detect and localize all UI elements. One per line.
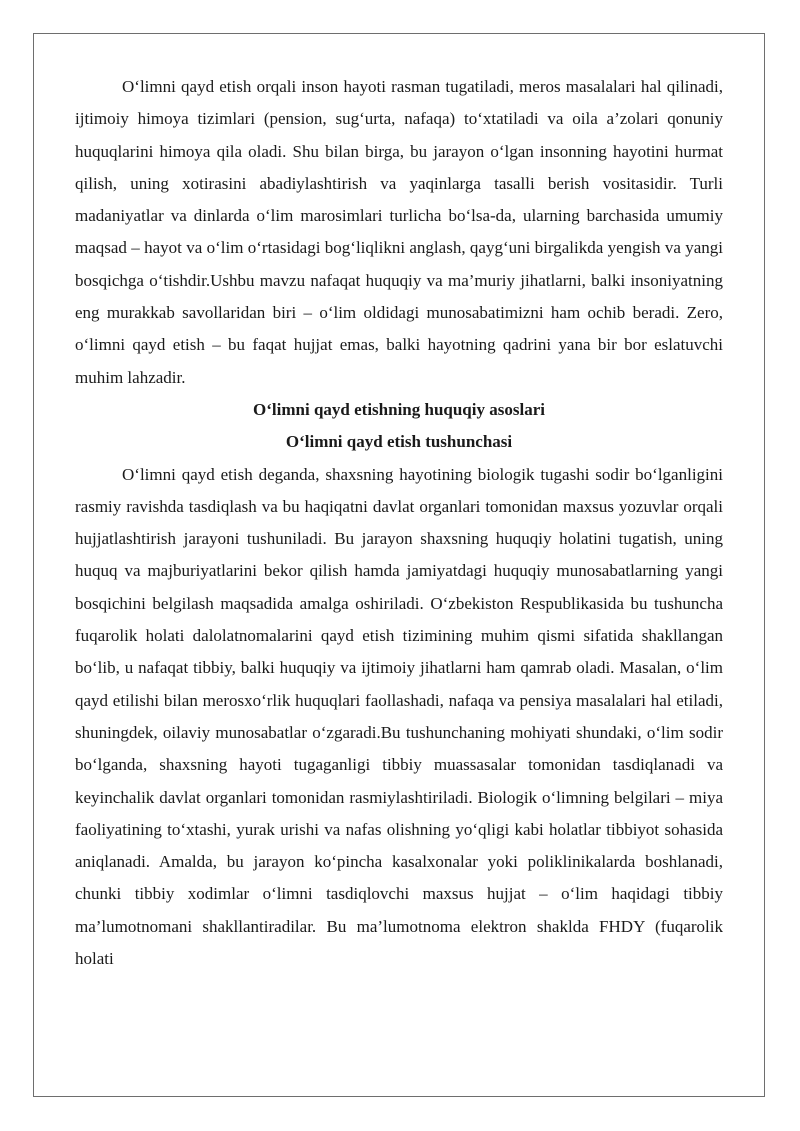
section-heading: O‘limni qayd etishning huquqiy asoslari bbox=[253, 399, 545, 419]
definition-paragraph: O‘limni qayd etish deganda, shaxsning hayotining biologik tugashi sodir bo‘lganligini rasmiy ravishda tasdiqlash va bu haqiqatni davlat organlari tomonidan maxsus yozuvlar orqali hujjatlashtirish jarayoni tushuniladi. Bu jarayon shaxsning huquqiy holatini tugatish, uning huquq va majburiyatlarini bekor qilish hamda jamiyatdagi huquqiy munosabatlarning yangi bosqichini belgilash maqsadida amalga oshiriladi. O‘zbekiston Respublikasida bu tushuncha fuqarolik holati dalolatnomalarini qayd etish tizimining muhim qismi sifatida shakllangan bo‘lib, u nafaqat tibbiy, balki huquqiy va ijtimoiy jihatlarni ham qamrab oladi. Masalan, o‘lim qayd etilishi bilan merosxo‘rlik huquqlari faollashadi, nafaqa va pensiya masalalari hal etiladi, shuningdek, oilaviy munosabatlar o‘zgaradi.Bu tushunchaning mohiyati shundaki, o‘lim sodir bo‘lganda, shaxsning hayoti tugaganligi tibbiy muassasalar tomonidan tasdiqlanadi va keyinchalik davlat organlari tomonidan rasmiylashtiriladi. Biologik o‘limning belgilari – miya faoliyatining to‘xtashi, yurak urishi va nafas olishning yo‘qligi kabi holatlar tibbiyot sohasida aniqlanadi. Amalda, bu jarayon ko‘pincha kasalxonalar yoki poliklinikalarda boshlanadi, chunki tibbiy xodimlar o‘limni tasdiqlovchi maxsus hujjat – o‘lim haqidagi tibbiy ma’lumotnomani shakllantiradilar. Bu ma’lumotnoma elektron shaklda FHDY (fuqarolik holati bbox=[75, 464, 723, 969]
subsection-heading: O‘limni qayd etish tushunchasi bbox=[285, 432, 513, 452]
document-body bbox=[75, 71, 723, 975]
intro-paragraph: O‘limni qayd etish orqali inson hayoti rasman tugatiladi, meros masalalari hal qilinadi, ijtimoiy himoya tizimlari (pension, sug‘urta, nafaqa) to‘xtatiladi va oila a’zolari qonuniy huquqlarini himoya qila oladi. Shu bilan birga, bu jarayon o‘lgan insonning hayotini hurmat qilish, uning xotirasini abadiylashtirish va yaqinlarga tasalli berish vositasidir. Turli madaniyatlar va dinlarda o‘lim marosimlari turlicha bo‘lsa-da, ularning barchasida umumiy maqsad – hayot va o‘lim o‘rtasidagi bog‘liqlikni anglash, qayg‘uni birgalikda yengish va yangi bosqichga o‘tishdir.Ushbu mavzu nafaqat huquqiy va ma’muriy jihatlarni, balki insoniyatning eng murakkab savollaridan biri – o‘lim oldidagi munosabatimizni ham ochib beradi. Zero, o‘limni qayd etish – bu faqat hujjat emas, balki hayotning qadrini yana bir bor eslatuvchi muhim lahzadir. bbox=[75, 77, 723, 387]
